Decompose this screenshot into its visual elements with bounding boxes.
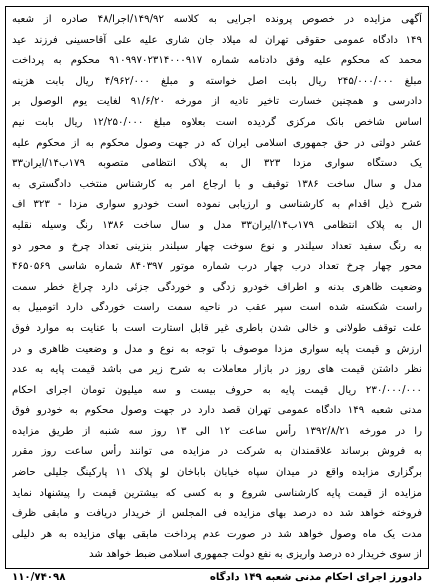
- notice-line: یک دستگاه سواری مزدا ۳۲۳ ال به پلاک انتظامی متصوبه ۱۷۹ب۱۴/ایران۳۳: [12, 158, 422, 170]
- notice-line: علت توقف طولانی و خالی شدن باطری غیر قابل استارت است با عنایت به موارد فوق: [12, 322, 422, 334]
- notice-line: برگزاری مزایده واقع در میدان سپاه خیابان باباخان لو پلاک ۱۱ پارکینگ جلیلی حاضر: [12, 467, 422, 479]
- notice-footer: [12, 566, 422, 588]
- notice-line: فروخته خواهد شد ده درصد بهای مزایده فی المجلس از خریدار دریافت و مابقی ظرف: [12, 508, 422, 520]
- notice-line: را در مورخه ۱۳۹۲/۸/۲۱ رأس ساعت ۱۲ الی ۱۳ روز سه شنبه از طریق مزایده: [12, 425, 422, 437]
- notice-body: [12, 10, 422, 566]
- reference-number: ۱۱۰/۷۴۰۹۸: [12, 571, 66, 583]
- notice-line: وضعیت ظاهری بدنه و اطراف خودرو زدگی و خوردگی جزئی دارد چراغ خطر سمت: [12, 281, 422, 293]
- notice-line: راست شکسته شده است سپر عقب در ناحیه سمت راست خوردگی دارد اتومبیل به: [12, 302, 422, 314]
- notice-line: ال به پلاک انتظامی ۱۷۹ب۱۴/ایران۳۳ مدل و سال ساخت ۱۳۸۶ رنگ وسیله نقلیه: [12, 219, 422, 231]
- notice-line: مدت یک ماه وصول خواهد شد در صورت عدم پرداخت مابقی بهای مزایده به هر دلیلی: [12, 528, 422, 540]
- notice-line: ۲۳۰/۰۰۰/۰۰۰ ریال قیمت پایه به حروف بیست و سه میلیون تومان اجرای احکام: [12, 384, 422, 396]
- notice-line: محور چهار چرخ تعداد درب چهار درب شماره موتور ۸۴۰۳۹۷ شماره شاسی ۴۶۵۰۵۶۹: [12, 261, 422, 273]
- notice-line: از سوی خریدار ده درصد واریزی به نفع دولت جمهوری اسلامی ضبط خواهد شد: [89, 549, 422, 561]
- notice-line: مدنی شعبه ۱۴۹ دادگاه عمومی تهران قصد دارد در جهت وصول محکوم به خودرو فوق: [12, 405, 422, 417]
- notice-line: ۱۴۹ دادگاه عمومی حقوقی تهران له میلاد جان شاری علیه علی آقاحسینی فرزند عید: [12, 34, 422, 46]
- notice-line: مزایده از قیمت پایه کارشناسی شروع و به کسی که بیشترین قیمت را پیشنهاد نماید: [12, 487, 422, 499]
- notice-line: محمد که محکوم علیه وفق دادنامه شماره ۹۱۰۹۹۷۰۲۳۱۴۰۰۰۹۱۷ محکوم به پرداخت: [12, 55, 422, 67]
- notice-line: عشر دولتی در حق جمهوری اسلامی ایران که در جهت وصول محکوم به از محکوم علیه: [12, 137, 422, 149]
- notice-line: نظر داشتن قیمت های روز در بازار معاملات به شرح زیر می باشد قیمت پایه به عدد: [12, 364, 422, 376]
- auction-notice-box: [5, 6, 429, 583]
- notice-line: اساس شاخص بانک مرکزی گردیده است بعلاوه مبلغ ۱۲/۲۵۰/۰۰۰ ریال بابت نیم: [12, 116, 422, 128]
- issuer-signature: دادورز اجرای احکام مدنی شعبه ۱۴۹ دادگاه: [209, 571, 422, 583]
- notice-line: شرح ذیل اقدام به کارشناسی و ارزیابی نموده است خودرو سواری مزدا - ۳۲۳ اف: [12, 199, 422, 211]
- notice-line: به فروش برساند علاقمندان به شرکت در مزایده می توانند رأس ساعت روز مقرر: [12, 446, 422, 458]
- notice-line: دادرسی و همچنین خسارت تاخیر تادیه از مورخه ۹۱/۶/۲۰ لغایت یوم الوصول بر: [12, 96, 422, 108]
- notice-line: آگهی مزایده در خصوص پرونده اجرایی به کلاسه ۱۴۹/۹۲/اجرا/۴۸ صادره از شعبه: [12, 14, 422, 25]
- notice-line: به رنگ سفید تعداد سیلندر و نوع سوخت چهار سیلندر بنزینی تعداد چرخ و محور دو: [12, 240, 422, 252]
- notice-line: ارزش و قیمت پایه سواری مزدا موصوف با توجه به نوع و مدل و وضعیت ظاهری و در: [12, 343, 422, 355]
- notice-line: مدل و سال ساخت ۱۳۸۶ توقیف و با ارجاع امر به کارشناس منتخب دادگستری به: [12, 178, 422, 190]
- notice-line: مبلغ ۲۴۵/۰۰۰/۰۰۰ ریال بابت اصل خواسته و مبلغ ۴/۹۶۲/۰۰۰ ریال بابت هزینه: [12, 75, 422, 87]
